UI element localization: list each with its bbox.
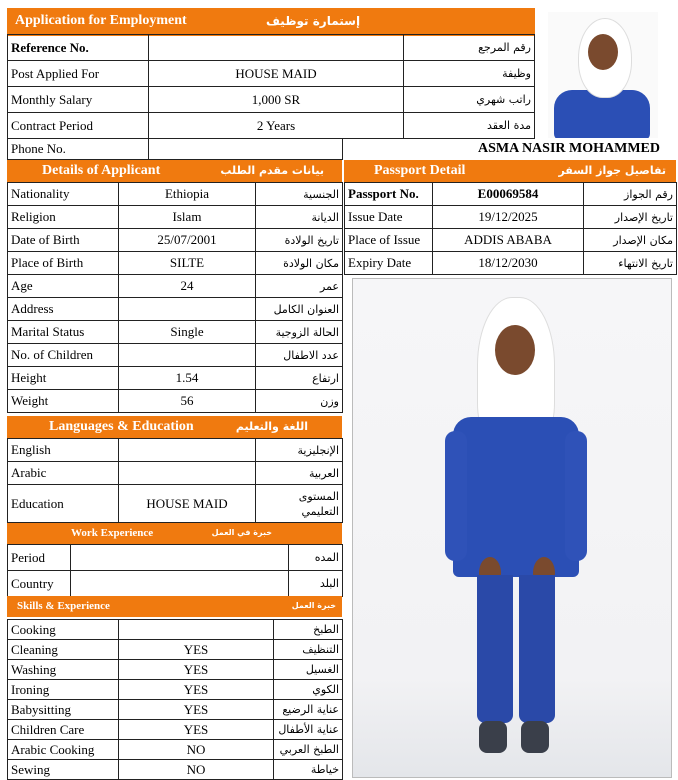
- skills-header-ar: خبرة العمل: [291, 601, 336, 610]
- religion-label-ar: الديانة: [256, 206, 343, 229]
- table-row: [8, 275, 343, 298]
- period-value: [71, 545, 289, 571]
- skill-childcare-label: Children Care: [8, 720, 119, 740]
- period-label-ar: المده: [289, 545, 343, 571]
- passport-no-value: E00069584: [433, 183, 584, 206]
- issue-date-label: Issue Date: [345, 206, 433, 229]
- work-table: [7, 544, 343, 597]
- table-row: [8, 367, 343, 390]
- weight-label-ar: وزن: [256, 390, 343, 413]
- marital-label-ar: الحالة الزوجية: [256, 321, 343, 344]
- details-header: [7, 160, 342, 182]
- languages-header: [7, 416, 342, 438]
- phone-label: Phone No.: [8, 139, 149, 160]
- table-row: [345, 229, 677, 252]
- religion-label: Religion: [8, 206, 119, 229]
- skill-arabic-cooking-label: Arabic Cooking: [8, 740, 119, 760]
- table-row: [8, 571, 343, 597]
- marital-value: Single: [119, 321, 256, 344]
- children-value: [119, 344, 256, 367]
- table-row: [345, 206, 677, 229]
- salary-value: 1,000 SR: [149, 87, 404, 113]
- weight-value: 56: [119, 390, 256, 413]
- skill-cooking-label-ar: الطبخ: [274, 620, 343, 640]
- phone-value: [149, 139, 343, 160]
- height-label: Height: [8, 367, 119, 390]
- marital-label: Marital Status: [8, 321, 119, 344]
- table-row: [8, 206, 343, 229]
- table-row: [8, 87, 535, 113]
- skill-washing-value: YES: [119, 660, 274, 680]
- expiry-date-label-ar: تاريخ الانتهاء: [584, 252, 677, 275]
- table-row: [8, 439, 343, 462]
- age-value: 24: [119, 275, 256, 298]
- skill-childcare-label-ar: عناية الأطفال: [274, 720, 343, 740]
- pob-label: Place of Birth: [8, 252, 119, 275]
- english-value: [119, 439, 256, 462]
- age-label: Age: [8, 275, 119, 298]
- post-value: HOUSE MAID: [149, 61, 404, 87]
- table-row: [345, 252, 677, 275]
- children-label: No. of Children: [8, 344, 119, 367]
- skill-ironing-label: Ironing: [8, 680, 119, 700]
- table-row: [8, 113, 535, 139]
- skills-header: [7, 596, 342, 617]
- table-row: [8, 545, 343, 571]
- languages-table: [7, 438, 343, 523]
- dob-value: 25/07/2001: [119, 229, 256, 252]
- details-header-en: Details of Applicant: [42, 163, 161, 178]
- banner-title-en: Application for Employment: [15, 13, 187, 28]
- address-label-ar: العنوان الكامل: [256, 298, 343, 321]
- address-value: [119, 298, 256, 321]
- skill-childcare-value: YES: [119, 720, 274, 740]
- dob-label: Date of Birth: [8, 229, 119, 252]
- arabic-value: [119, 462, 256, 485]
- issue-date-label-ar: تاريخ الإصدار: [584, 206, 677, 229]
- table-row: [8, 35, 535, 61]
- languages-header-en: Languages & Education: [49, 419, 194, 434]
- passport-no-label-ar: رقم الجواز: [584, 183, 677, 206]
- children-label-ar: عدد الاطفال: [256, 344, 343, 367]
- place-of-issue-label-ar: مكان الإصدار: [584, 229, 677, 252]
- table-row: [8, 229, 343, 252]
- period-label: Period: [8, 545, 71, 571]
- skill-cooking-label: Cooking: [8, 620, 119, 640]
- english-label: English: [8, 439, 119, 462]
- passport-header-en: Passport Detail: [374, 163, 466, 178]
- skill-cleaning-value: YES: [119, 640, 274, 660]
- country-value: [71, 571, 289, 597]
- table-row: [8, 183, 343, 206]
- skill-cleaning-label: Cleaning: [8, 640, 119, 660]
- languages-header-ar: اللغة والتعليم: [235, 420, 308, 433]
- table-row: [8, 462, 343, 485]
- details-table: [7, 182, 343, 413]
- dob-label-ar: تاريخ الولادة: [256, 229, 343, 252]
- education-value: HOUSE MAID: [119, 485, 256, 523]
- address-label: Address: [8, 298, 119, 321]
- table-row: [8, 720, 343, 740]
- table-row: [8, 252, 343, 275]
- passport-no-label: Passport No.: [345, 183, 433, 206]
- expiry-date-value: 18/12/2030: [433, 252, 584, 275]
- table-row: [8, 620, 343, 640]
- table-row: [8, 660, 343, 680]
- work-header: [7, 523, 342, 544]
- skill-washing-label-ar: الغسيل: [274, 660, 343, 680]
- banner-title-ar: إستمارة توظيف: [266, 14, 361, 28]
- weight-label: Weight: [8, 390, 119, 413]
- skill-sewing-label-ar: خياطة: [274, 760, 343, 780]
- table-row: [8, 298, 343, 321]
- table-row: [8, 344, 343, 367]
- salary-label: Monthly Salary: [8, 87, 149, 113]
- skills-table: [7, 619, 343, 780]
- table-row: [8, 390, 343, 413]
- table-row: [345, 183, 677, 206]
- passport-table: [344, 182, 677, 275]
- arabic-label: Arabic: [8, 462, 119, 485]
- height-label-ar: ارتفاع: [256, 367, 343, 390]
- post-label-ar: وظيفة: [404, 61, 535, 87]
- nationality-label: Nationality: [8, 183, 119, 206]
- country-label: Country: [8, 571, 71, 597]
- skill-babysitting-label-ar: عناية الرضيع: [274, 700, 343, 720]
- skill-arabic-cooking-value: NO: [119, 740, 274, 760]
- skill-cooking-value: [119, 620, 274, 640]
- skill-cleaning-label-ar: التنظيف: [274, 640, 343, 660]
- nationality-label-ar: الجنسية: [256, 183, 343, 206]
- skill-sewing-value: NO: [119, 760, 274, 780]
- education-label-ar: المستوى التعليمي: [256, 485, 343, 523]
- table-row: [8, 760, 343, 780]
- post-label: Post Applied For: [8, 61, 149, 87]
- contract-label: Contract Period: [8, 113, 149, 139]
- pob-value: SILTE: [119, 252, 256, 275]
- skill-arabic-cooking-label-ar: الطبخ العربي: [274, 740, 343, 760]
- application-banner: [7, 8, 535, 36]
- height-value: 1.54: [119, 367, 256, 390]
- table-row: [8, 485, 343, 523]
- age-label-ar: عمر: [256, 275, 343, 298]
- skill-ironing-label-ar: الكوي: [274, 680, 343, 700]
- english-label-ar: الإنجليزية: [256, 439, 343, 462]
- skill-babysitting-value: YES: [119, 700, 274, 720]
- table-row: [8, 321, 343, 344]
- passport-header: [344, 160, 676, 182]
- table-row: [8, 640, 343, 660]
- work-header-en: Work Experience: [71, 527, 154, 539]
- details-header-ar: بيانات مقدم الطلب: [220, 164, 324, 177]
- reference-label-ar: رقم المرجع: [404, 35, 535, 61]
- education-label: Education: [8, 485, 119, 523]
- skill-sewing-label: Sewing: [8, 760, 119, 780]
- issue-date-value: 19/12/2025: [433, 206, 584, 229]
- reference-value: [149, 35, 404, 61]
- salary-label-ar: راتب شهري: [404, 87, 535, 113]
- country-label-ar: البلد: [289, 571, 343, 597]
- pob-label-ar: مكان الولادة: [256, 252, 343, 275]
- phone-table: [7, 138, 343, 160]
- place-of-issue-value: ADDIS ABABA: [433, 229, 584, 252]
- arabic-label-ar: العربية: [256, 462, 343, 485]
- nationality-value: Ethiopia: [119, 183, 256, 206]
- contract-label-ar: مدة العقد: [404, 113, 535, 139]
- applicant-photo-small: [548, 12, 658, 138]
- religion-value: Islam: [119, 206, 256, 229]
- applicant-photo-full: [352, 278, 672, 778]
- applicant-name: ASMA NASIR MOHAMMED: [478, 141, 660, 156]
- contract-value: 2 Years: [149, 113, 404, 139]
- table-row: [8, 61, 535, 87]
- table-row: [8, 680, 343, 700]
- expiry-date-label: Expiry Date: [345, 252, 433, 275]
- skill-babysitting-label: Babysitting: [8, 700, 119, 720]
- work-header-ar: خبرة في العمل: [211, 528, 272, 537]
- skills-header-en: Skills & Experience: [17, 600, 110, 612]
- skill-ironing-value: YES: [119, 680, 274, 700]
- table-row: [8, 700, 343, 720]
- top-info-table: [7, 34, 535, 139]
- table-row: [8, 740, 343, 760]
- reference-label: Reference No.: [8, 35, 149, 61]
- skill-washing-label: Washing: [8, 660, 119, 680]
- passport-header-ar: تفاصيل جواز السفر: [558, 164, 666, 177]
- place-of-issue-label: Place of Issue: [345, 229, 433, 252]
